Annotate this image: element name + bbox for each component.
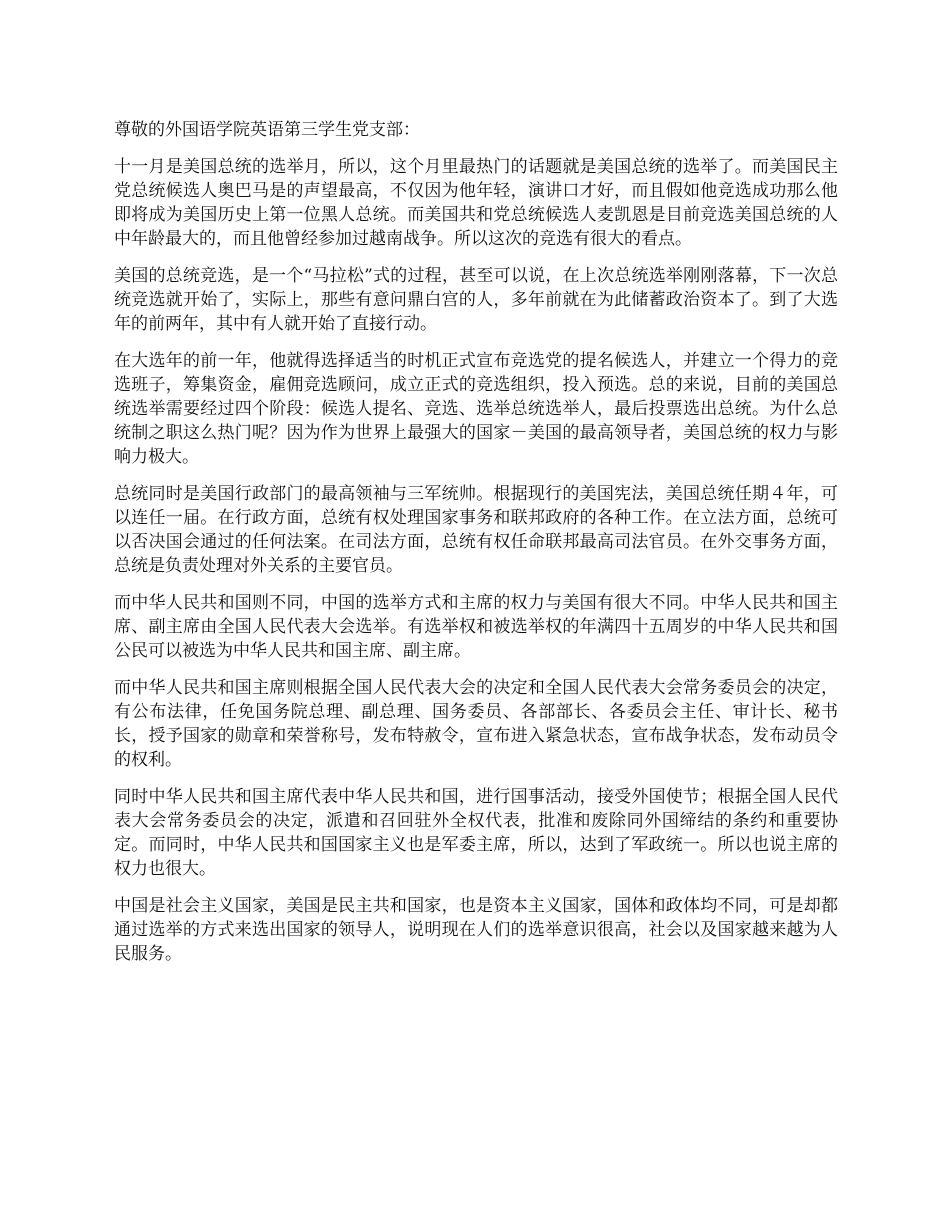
paragraph-2: 美国的总统竞选，是一个“马拉松”式的过程，甚至可以说，在上次总统选举刚刚落幕，下一次总统竞选就开始了，实际上，那些有意问鼎白宫的人，多年前就在为此储蓄政治资本了。到了大选年的前两年，其中有人就开始了直接行动。 — [114, 266, 838, 334]
salutation: 尊敬的外国语学院英语第三学生党支部： — [114, 120, 420, 140]
paragraph-8: 中国是社会主义国家，美国是民主共和国家，也是资本主义国家，国体和政体均不同，可是却都通过选举的方式来选出国家的领导人，说明现在人们的选举意识很高，社会以及国家越来越为人民服务。 — [114, 896, 838, 964]
paragraph-3: 在大选年的前一年，他就得选择适当的时机正式宣布竞选党的提名候选人，并建立一个得力的竞选班子，筹集资金，雇佣竞选顾问，成立正式的竞选组织，投入预选。总的来说，目前的美国总统选举需要经过四个阶段：候选人提名、竞选、选举总统选举人，最后投票选出总统。为什么总统制之职这么热门呢？因为作为世界上最强大的国家－美国的最高领导者，美国总统的权力与影响力极大。 — [114, 351, 838, 467]
paragraph-7: 同时中华人民共和国主席代表中华人民共和国，进行国事活动，接受外国使节；根据全国人民代表大会常务委员会的决定，派遣和召回驻外全权代表，批准和废除同外国缔结的条约和重要协定。而同时，中华人民共和国国家主义也是军委主席，所以，达到了军政统一。所以也说主席的权力也很大。 — [114, 787, 838, 879]
paragraph-6: 而中华人民共和国主席则根据全国人民代表大会的决定和全国人民代表大会常务委员会的决定，有公布法律，任免国务院总理、副总理、国务委员、各部部长、各委员会主任、审计长、秘书长，授予国家的勋章和荣誉称号，发布特赦令，宣布进入紧急状态，宣布战争状态，发布动员令的权利。 — [114, 678, 838, 770]
paragraph-4: 总统同时是美国行政部门的最高领袖与三军统帅。根据现行的美国宪法，美国总统任期４年，可以连任一届。在行政方面，总统有权处理国家事务和联邦政府的各种工作。在立法方面，总统可以否决国会通过的任何法案。在司法方面，总统有权任命联邦最高司法官员。在外交事务方面，总统是负责处理对外关系的主要官员。 — [114, 484, 838, 576]
paragraph-5: 而中华人民共和国则不同，中国的选举方式和主席的权力与美国有很大不同。中华人民共和国主席、副主席由全国人民代表大会选举。有选举权和被选举权的年满四十五周岁的中华人民共和国公民可以被选为中华人民共和国主席、副主席。 — [114, 593, 838, 661]
paragraph-1: 十一月是美国总统的选举月，所以，这个月里最热门的话题就是美国总统的选举了。而美国民主党总统候选人奥巴马是的声望最高，不仅因为他年轻，演讲口才好，而且假如他竞选成功那么他即将成为美国历史上第一位黑人总统。而美国共和党总统候选人麦凯恩是目前竞选美国总统的人中年龄最大的，而且他曾经参加过越南战争。所以这次的竞选有很大的看点。 — [114, 157, 838, 249]
document-body — [114, 118, 838, 979]
